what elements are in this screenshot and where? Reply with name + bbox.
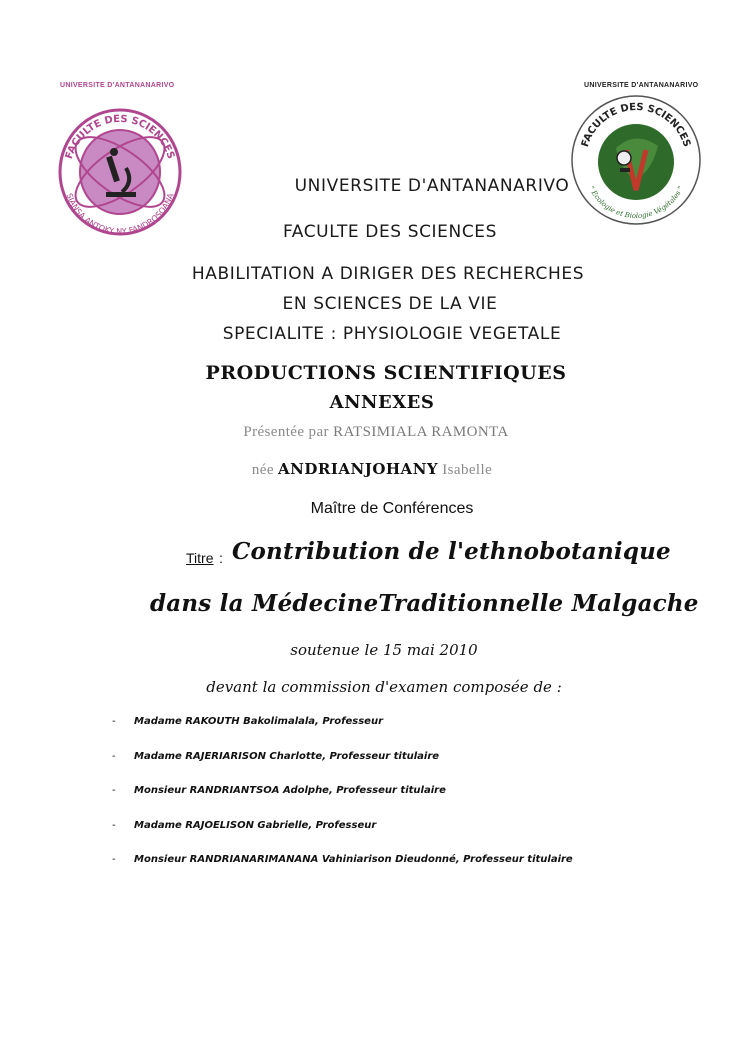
nee-surname: ANDRIANJOHANY bbox=[278, 460, 439, 478]
committee-member: Monsieur RANDRIANTSOA Adolphe, Professeur titulaire bbox=[134, 785, 446, 796]
committee-member: Madame RAKOUTH Bakolimalala, Professeur bbox=[134, 716, 384, 727]
left-logo-ring-top: FACULTE DES SCIENCES bbox=[63, 113, 177, 161]
list-bullet: - bbox=[112, 819, 116, 831]
productions-heading: PRODUCTIONS SCIENTIFIQUES bbox=[205, 362, 567, 384]
faculty-sciences-logo-left bbox=[48, 92, 190, 242]
nee-first-name: Isabelle bbox=[442, 462, 493, 478]
field-heading: EN SCIENCES DE LA VIE bbox=[282, 294, 498, 314]
title-colon: : bbox=[219, 550, 223, 566]
list-bullet: - bbox=[112, 716, 116, 727]
list-item bbox=[112, 747, 712, 782]
list-bullet: - bbox=[112, 854, 116, 865]
list-bullet: - bbox=[112, 750, 116, 762]
defense-date-line: soutenue le 15 mai 2010 bbox=[290, 641, 478, 659]
list-item bbox=[112, 781, 712, 816]
presented-by-prefix: Présentée par bbox=[243, 424, 329, 440]
faculty-heading: FACULTE DES SCIENCES bbox=[282, 222, 498, 242]
annexes-heading: ANNEXES bbox=[329, 392, 435, 413]
list-item bbox=[112, 712, 712, 747]
thesis-title-line-2: dans la MédecineTraditionnelle Malgache bbox=[150, 590, 699, 617]
list-bullet: - bbox=[112, 785, 116, 796]
presented-by-line bbox=[4, 424, 744, 441]
speciality-heading: SPECIALITE : PHYSIOLOGIE VEGETALE bbox=[222, 324, 562, 344]
rank-line: Maître de Conférences bbox=[310, 500, 474, 517]
maiden-name-line bbox=[0, 460, 744, 479]
presented-by-name: RATSIMIALA RAMONTA bbox=[333, 424, 509, 440]
committee-member: Madame RAJERIARISON Charlotte, Professeur titulaire bbox=[134, 750, 440, 762]
title-label: Titre bbox=[186, 550, 214, 566]
thesis-title-line-1: Contribution de l'ethnobotanique bbox=[232, 538, 671, 565]
right-logo-caption: UNIVERSITE D'ANTANANARIVO bbox=[584, 82, 699, 89]
right-logo-ring-top: FACULTE DES SCIENCES bbox=[579, 101, 693, 149]
left-logo-ring-bottom: SIANSA ANTOKY NY FANDROSOANA bbox=[64, 192, 176, 237]
committee-member: Monsieur RANDRIANARIMANANA Vahiniarison Dieudonné, Professeur titulaire bbox=[134, 854, 573, 865]
committee-member: Madame RAJOELISON Gabrielle, Professeur bbox=[134, 819, 377, 831]
committee-list bbox=[112, 712, 712, 885]
committee-intro-line: devant la commission d'examen composée de : bbox=[206, 678, 562, 696]
list-item bbox=[112, 816, 712, 851]
right-logo-ring-bottom: " Ecologie et Biologie Végétales " bbox=[586, 184, 686, 221]
university-heading: UNIVERSITE D'ANTANANARIVO bbox=[294, 176, 570, 196]
nee-prefix: née bbox=[251, 462, 274, 478]
faculty-sciences-logo-right bbox=[566, 90, 706, 230]
habilitation-heading: HABILITATION A DIRIGER DES RECHERCHES bbox=[191, 264, 585, 284]
list-item bbox=[112, 850, 712, 885]
left-logo-caption: UNIVERSITE D'ANTANANARIVO bbox=[60, 82, 175, 89]
